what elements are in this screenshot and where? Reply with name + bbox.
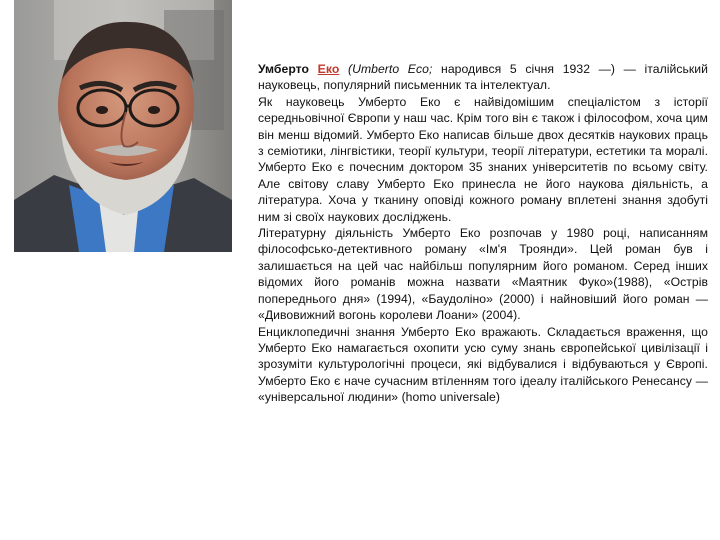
- intro-rest: народився 5 січня 1932 —) — італійський науковець, популярний письменник та інтелектуал.: [258, 62, 709, 93]
- name-first: Умберто: [258, 62, 310, 76]
- biography-text: [258, 61, 708, 406]
- science-paragraph: Як науковець Умберто Еко є найвідомішим спеціалістом з історії середньовічної Європи у наш час. Крім того він є також і філософом, хоча цим він менш відомий. Умберто Еко написав більше двох десятків наукових праць з семіотики, лінгвістики, теорії культури, теорії літератури, естетики та моралі. Умберто Еко є почесним доктором 35 знаних університетів по всьому світу. Але світову славу Умберто Еко принесла не його наукова діяльність, а література. Хоча у тканину оповіді кожного роману вплетені знання здобуті ним зі своїх наукових досліджень.: [258, 94, 708, 224]
- portrait-photo: [14, 0, 232, 252]
- name-last-link[interactable]: Еко: [317, 62, 340, 76]
- knowledge-paragraph: Енциклопедичні знання Умберто Еко вражають. Складається враження, що Умберто Еко намагається охопити усю суму знань європейської цивілізації і зрозуміти культурологічні процеси, які відбувалися і відбуваються у Європі. Умберто Еко є наче сучасним втіленням того ідеалу італійського Ренесансу — «універсальної людини» (homo universale): [258, 324, 708, 405]
- intro-paragraph: [258, 61, 708, 94]
- portrait-illustration: [14, 0, 232, 252]
- literature-paragraph: Літературну діяльність Умберто Еко розпочав у 1980 році, написанням філософсько-детективного роману «Ім'я Троянди». Цей роман був і залишається на цей час найбільш популярним його романом. Серед інших відомих його романів можна назвати «Маятник Фуко»(1988), «Острів попереднього дня» (1994), «Баудоліно» (2000) і найновіший його роман — «Дивовижний вогонь королеви Лоани» (2004).: [258, 226, 708, 323]
- latin-name: (Umberto Eco;: [347, 62, 433, 76]
